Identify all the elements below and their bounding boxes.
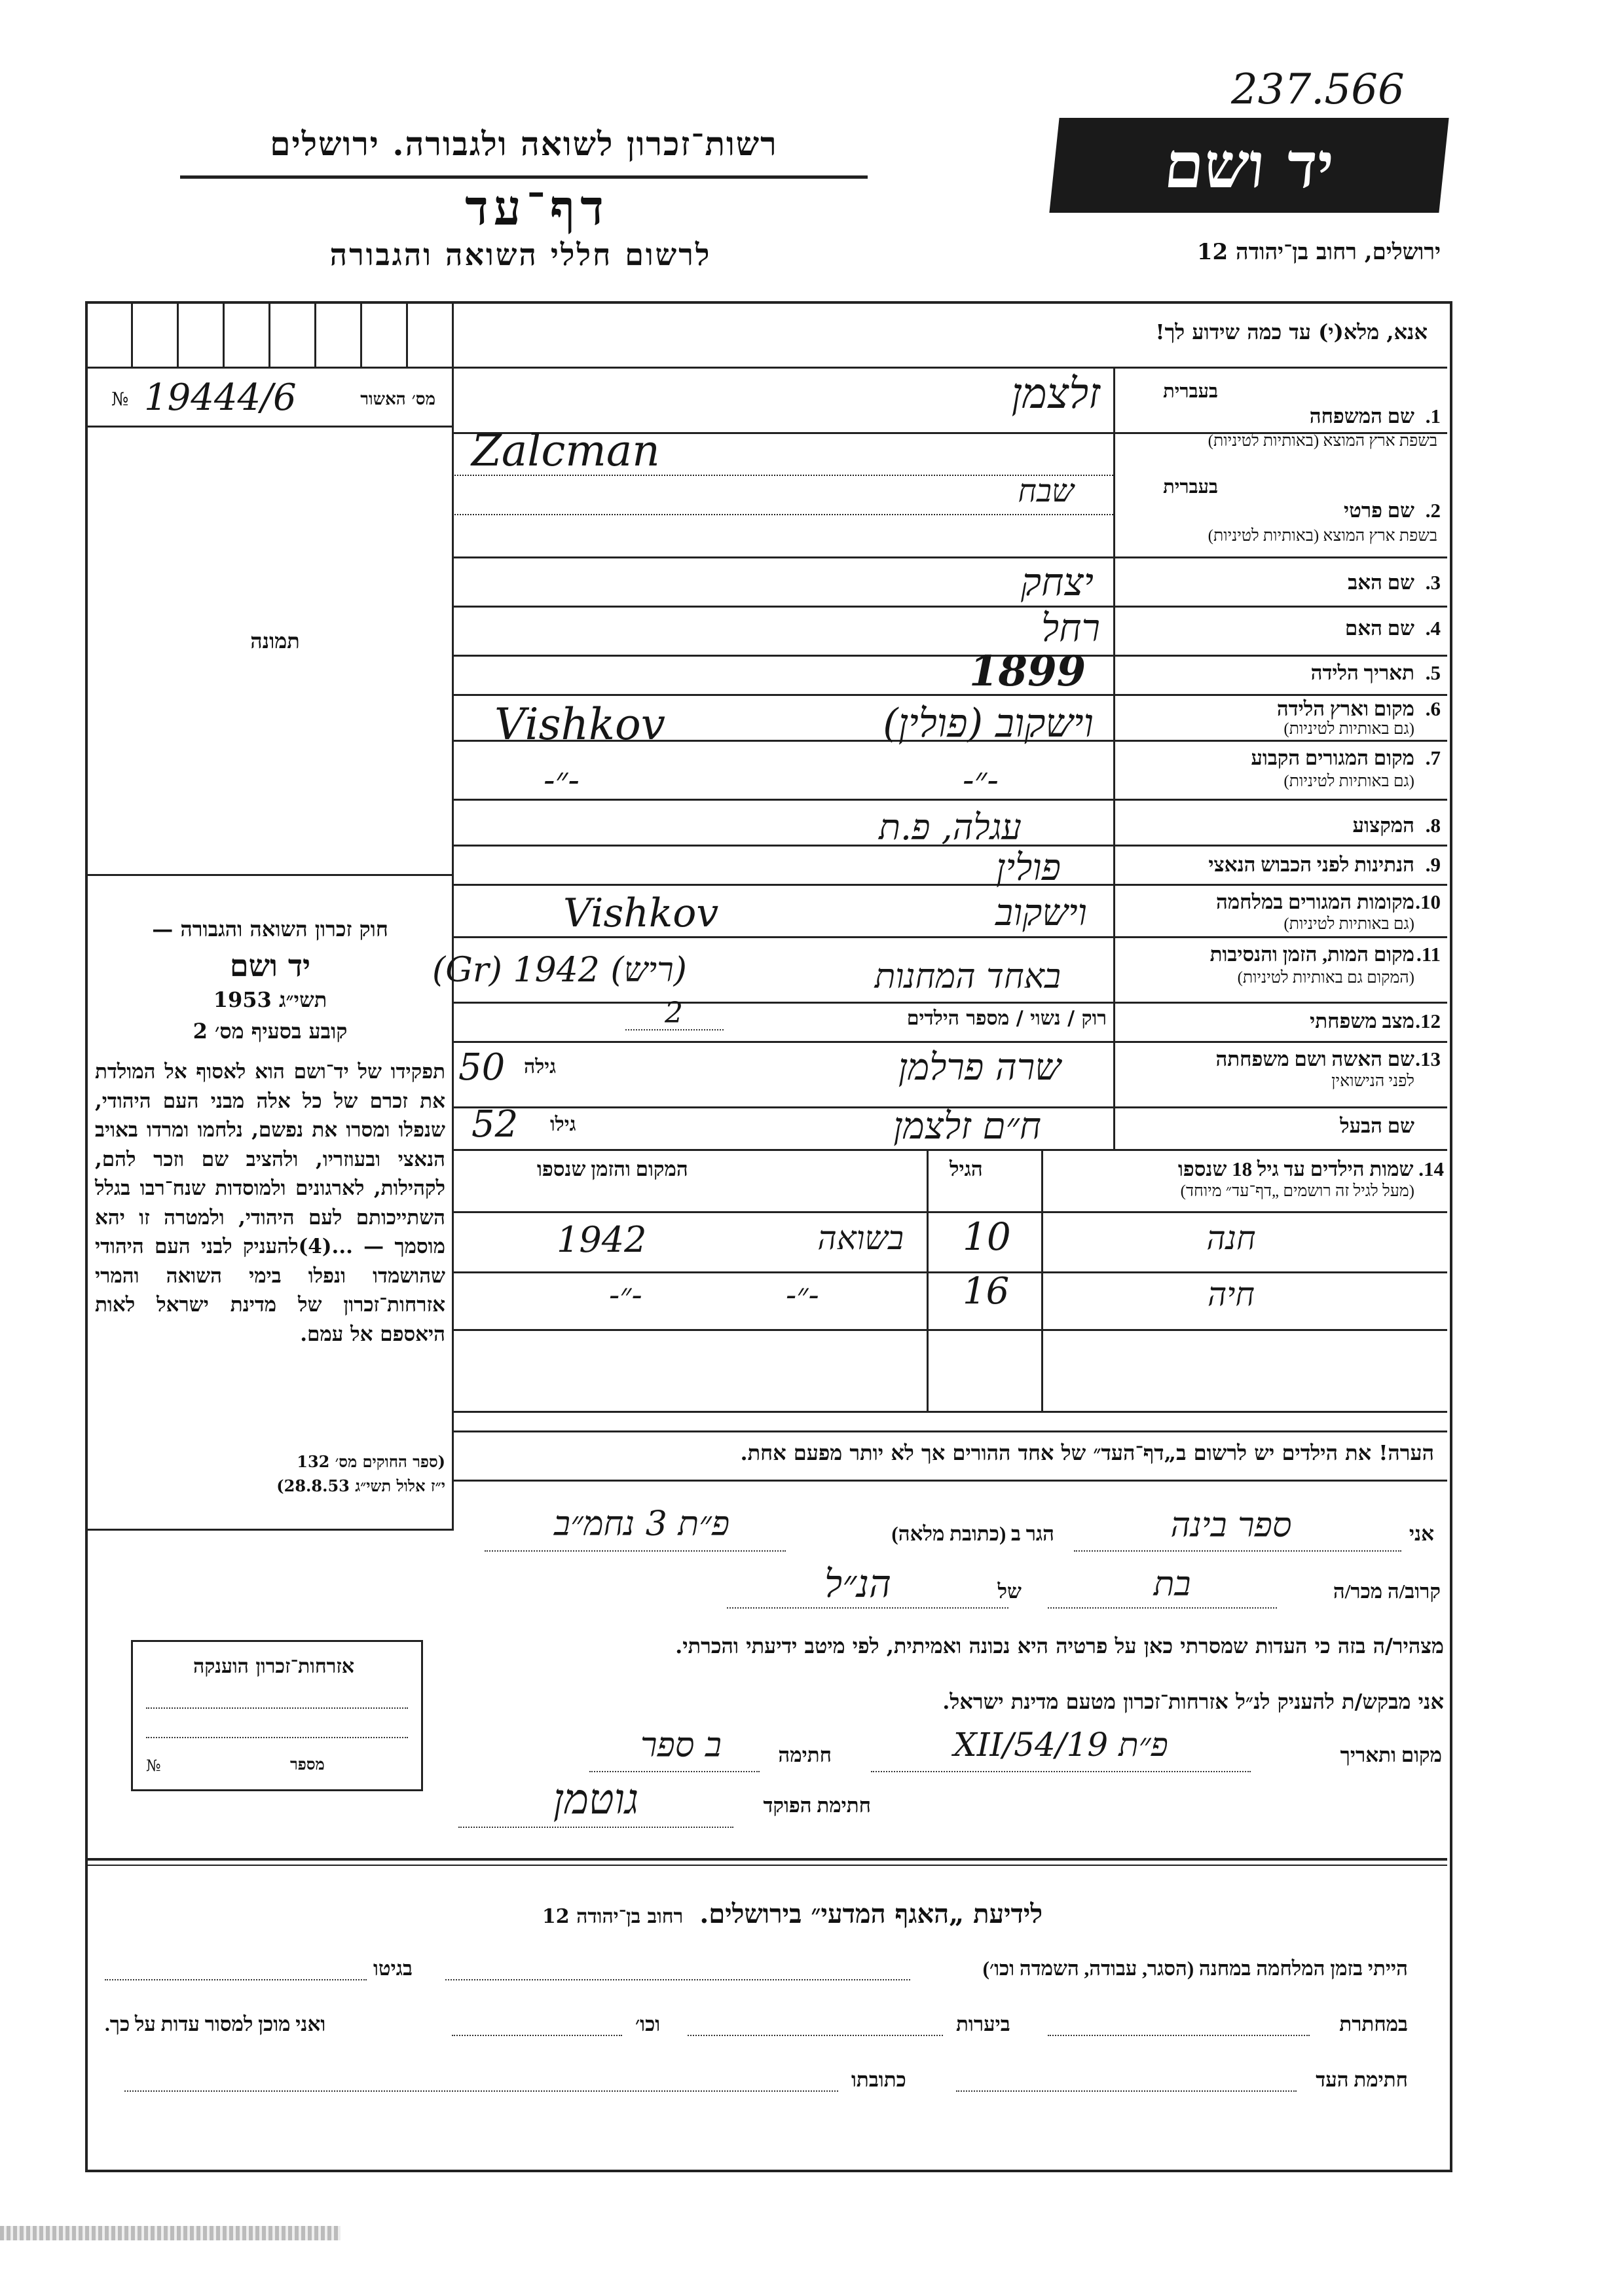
decl-address-line <box>485 1550 786 1552</box>
f4-label: שם האם <box>1344 617 1414 640</box>
f13-value[interactable]: שרה פרלמן <box>898 1046 1061 1089</box>
f10-sub: (גם באותיות לטיניות) <box>1283 915 1414 933</box>
footer-line-3 <box>98 2066 1434 2105</box>
f6-sub: (גם באותיות לטיניות) <box>1283 720 1414 738</box>
footer-title <box>393 1899 1192 1929</box>
latin-line-2 <box>452 514 1113 515</box>
decl-relation[interactable]: בת <box>1153 1565 1191 1604</box>
f5-num: 5. <box>1425 661 1441 684</box>
child-2-place[interactable]: -״- <box>786 1277 819 1313</box>
decl-officer-line <box>458 1827 733 1828</box>
citizenship-line-1 <box>146 1707 408 1709</box>
children-sub: (מעל לגיל זה רושמים „דף־עד״ מיוחד) <box>1180 1182 1414 1200</box>
decl-place-date-label: מקום ותאריך <box>1340 1743 1442 1766</box>
f2-label: שם פרטי <box>1344 499 1414 522</box>
f13-sub: לפני הנישואין <box>1331 1072 1414 1090</box>
f2-num: 2. <box>1425 499 1441 522</box>
scan-strip <box>0 2226 341 2240</box>
husband-value[interactable]: ח״ם זלצמן <box>893 1105 1041 1148</box>
f7-sub: (גם באותיות לטיניות) <box>1283 773 1414 790</box>
child-1-name[interactable]: חנה <box>1206 1219 1256 1257</box>
f13-label: שם האשה ושם משפחתה <box>1215 1048 1414 1070</box>
field-labels <box>1120 367 1441 1149</box>
f11-value[interactable]: באחד המחנות <box>874 957 1061 996</box>
f2-sub: בשפת ארץ המוצא (באותיות לטיניות) <box>1208 527 1437 545</box>
child-1-year[interactable]: 1942 <box>557 1219 647 1260</box>
f7-latin[interactable]: -״- <box>544 761 580 800</box>
footer-etc-line <box>452 2035 622 2036</box>
f10-num: 10. <box>1415 890 1441 913</box>
footer-address: רחוב בן־יהודה 12 <box>542 1905 684 1928</box>
child-1-age[interactable]: 10 <box>963 1214 1011 1259</box>
decl-of-line <box>727 1607 1008 1609</box>
approval-box <box>98 376 442 426</box>
decl-of: של <box>997 1580 1022 1603</box>
decl-ani: אני <box>1409 1522 1434 1545</box>
children-col-2 <box>1041 1149 1043 1411</box>
f2-heb: בעברית <box>1163 477 1218 498</box>
child-2-age[interactable]: 16 <box>963 1270 1010 1313</box>
approval-prefix: № <box>111 388 129 410</box>
decl-request: אני מבקש/ת להעניק לנ״ל אזרחות־זכרון מטעם מדינת ישראל. <box>942 1689 1444 1714</box>
decl-declare: מצהיר/ה בזה כי העדות שמסרתי כאן על פרטיה היא נכונה ואמיתית, לפי מיטב ידיעתי והכרתי. <box>675 1633 1444 1658</box>
child-1-place[interactable]: בשואה <box>817 1219 904 1257</box>
children-row-line-2 <box>452 1329 1447 1331</box>
f11-latin[interactable]: (Gr) 1942 (ריש) <box>432 951 687 990</box>
husband-age-label: גילו <box>550 1113 576 1136</box>
f3-value[interactable]: יצחק <box>1021 560 1094 604</box>
footer-camp-text: הייתי בזמן המלחמה במחנה (הסגר, עבודה, השמדה וכו׳) <box>982 1957 1408 1980</box>
citizenship-box <box>131 1640 423 1791</box>
footer-testify: ואני מוכן למסור עדות על כך. <box>105 2013 326 2035</box>
f7-num: 7. <box>1425 746 1441 769</box>
f1-sub: בשפת ארץ המוצא (באותיות לטיניות) <box>1208 432 1437 450</box>
footer-ghetto: בגיטו <box>373 1957 413 1980</box>
tick-3 <box>223 301 225 367</box>
footer-top-line <box>85 1858 1447 1861</box>
decl-of-value[interactable]: הנ״ל <box>824 1561 891 1606</box>
f1-label: שם המשפחה <box>1309 405 1414 428</box>
decl-place-date[interactable]: פ״ת 19/XII/54 <box>953 1726 1168 1764</box>
f11-label: מקום המות, הזמן והנסיבות <box>1209 943 1414 966</box>
footer-title-text: לידיעת „האגף המדעי״ בירושלים. <box>699 1899 1043 1929</box>
f9-label: הנתינות לפני הכבוש הנאצי <box>1208 853 1414 876</box>
f1-num: 1. <box>1425 405 1441 428</box>
left-column-divider <box>452 301 454 1529</box>
decl-officer-label: חתימת הפוקד <box>763 1794 871 1817</box>
f7-label: מקום המגורים הקבוע <box>1251 746 1414 769</box>
f8-label: המקצוע <box>1352 814 1414 837</box>
law-org: יד ושם <box>229 948 311 983</box>
footer-address-line <box>124 2090 838 2092</box>
intro-text: אנא, מלא(י) עד כמה שידוע לך! <box>1155 319 1428 344</box>
decl-officer[interactable]: גוטמן <box>553 1776 639 1824</box>
law-top-line <box>85 874 454 876</box>
decl-relative: קרוב/ה מכר/ה <box>1333 1580 1441 1603</box>
archive-number: 237.566 <box>1231 65 1405 114</box>
f10-label: מקומות המגורים במלחמה <box>1215 890 1414 913</box>
f12-value[interactable]: 2 <box>665 996 683 1030</box>
children-col-1 <box>927 1149 929 1411</box>
approval-value: 19444/6 <box>144 376 297 419</box>
decl-name[interactable]: ספר בינה <box>1170 1506 1292 1545</box>
decl-address[interactable]: פ״ת 3 נחמ״ב <box>553 1504 730 1544</box>
footer-top-line-2 <box>85 1865 1447 1866</box>
f12-dotline <box>625 1029 724 1030</box>
f6-latin[interactable]: Vishkov <box>494 699 666 750</box>
tick-2 <box>177 301 179 367</box>
footer-forests: ביערות <box>956 2013 1010 2035</box>
f6-label: מקום וארץ הלידה <box>1276 697 1414 720</box>
f4-value[interactable]: רחל <box>1041 606 1100 650</box>
f5-label: תאריך הלידה <box>1310 661 1414 684</box>
children-col-place: המקום והזמן שנספו <box>537 1157 688 1180</box>
child-2-name[interactable]: חיה <box>1208 1275 1255 1313</box>
f10-value[interactable]: וישקוב <box>995 892 1087 934</box>
citizenship-number-label: מספר <box>290 1755 325 1774</box>
f8-value[interactable]: עגלה, פ.ת <box>878 807 1022 848</box>
authority-title: רשות־זכרון לשואה ולגבורה. ירושלים <box>270 124 778 163</box>
footer-line-1 <box>98 1954 1434 1994</box>
f3-label: שם האב <box>1348 571 1414 594</box>
tick-7 <box>406 301 408 367</box>
tick-1 <box>131 301 133 367</box>
note-bottom-line <box>452 1480 1447 1482</box>
citizenship-number-prefix: № <box>146 1757 161 1775</box>
f6-value[interactable]: וישקוב (פולין) <box>883 701 1094 746</box>
law-year: תשי״ג 1953 <box>213 987 327 1012</box>
law-text: תפקידו של יד־ושם הוא לאסוף אל המולדת את זכרם של כל אלה מבני העם היהודי, שנפלו ומסרו את נפשם, נלחמו ומרדו באויב הנאצי ובעוזריו, ולהציב שם וזכר להם, לקהילות, לארגונים ולמוסדות שנח־רבו בגלל השתייכותם לעם היהודי, ולמטרה זו יהא מוסמך — ...(4)להעניק לבני העם היהודי שהושמדו ונפלו בימי השואה והמרי אזרחות־זכרון של מדינת ישראל לאות היאספם אל עמם. <box>95 1060 445 1346</box>
law-title: חוק זכרון השואה והגבורה — <box>152 917 388 941</box>
child-2-year[interactable]: -״- <box>609 1277 642 1313</box>
row-line-14 <box>452 1149 1447 1151</box>
husband-label: שם הבעל <box>1340 1114 1414 1137</box>
f6-num: 6. <box>1425 697 1441 720</box>
f11-num: 11. <box>1416 943 1441 966</box>
footer-witness-sig-line <box>956 2090 1297 2092</box>
footer-forests-line <box>688 2035 943 2036</box>
footer-underground: במחתרת <box>1339 2013 1408 2035</box>
footer-line-2 <box>98 2010 1434 2049</box>
form-subtitle: לרשום חללי השואה והגבורה <box>329 237 712 272</box>
tick-4 <box>268 301 270 367</box>
f10-latin[interactable]: Vishkov <box>563 890 719 936</box>
f12-options: רוק / נשוי / מספר הילדים <box>906 1007 1107 1030</box>
f9-value[interactable]: פולין <box>996 847 1061 889</box>
approval-line <box>85 426 454 428</box>
f4-num: 4. <box>1425 617 1441 640</box>
f13-age-label: גילה <box>524 1055 557 1078</box>
f2-value[interactable]: שבח <box>1018 473 1074 509</box>
header-address: ירושלים, רחוב בן־יהודה 12 <box>1196 239 1441 265</box>
law-ref-2: י״ז אלול תשי״ג 28.8.53) <box>276 1476 445 1495</box>
f7-value[interactable]: -״- <box>963 761 999 800</box>
citizenship-line-2 <box>146 1737 408 1738</box>
f5-value[interactable]: 1899 <box>969 647 1086 696</box>
note-text: הערה! את הילדים יש לרשום ב„דף־העד״ של אחד ההורים אך לא יותר מפעם אחת. <box>740 1440 1434 1465</box>
law-ref-1: (ספר החוקים מס׳ 132 <box>297 1452 445 1471</box>
footer-etc: וכו׳ <box>635 2013 661 2035</box>
children-col-age: הגיל <box>950 1157 983 1180</box>
f12-num: 12. <box>1415 1010 1441 1032</box>
f3-num: 3. <box>1425 571 1441 594</box>
f13-age[interactable]: 50 <box>458 1046 506 1089</box>
f11-sub: (המקום גם באותיות לטיניות) <box>1237 969 1414 987</box>
children-label: 14. שמות הילדים עד גיל 18 שנספו <box>1177 1157 1444 1180</box>
label-column-divider <box>1113 367 1115 1149</box>
f12-label: מצב משפחתי <box>1310 1010 1414 1032</box>
tick-6 <box>360 301 362 367</box>
footer-address-label: כתובתו <box>851 2068 906 2091</box>
decl-name-line <box>1074 1550 1401 1552</box>
f1-value[interactable]: זלצמן <box>1011 370 1100 418</box>
citizenship-title: אזרחות־זכרון הוענקה <box>193 1655 355 1678</box>
f1-heb: בעברית <box>1163 381 1218 402</box>
footer-witness-sig: חתימת העד <box>1316 2068 1408 2091</box>
children-row-line <box>452 1271 1447 1273</box>
footer-camp-line <box>445 1979 910 1980</box>
form-title: דף־עד <box>465 180 609 236</box>
authority-underline <box>180 175 868 179</box>
footer-ghetto-line <box>105 1979 367 1980</box>
decl-relation-line <box>1048 1607 1277 1609</box>
law-section: קובע בסעיף מס׳ 2 <box>193 1019 348 1044</box>
decl-signature-label: חתימה <box>778 1743 832 1766</box>
children-header-line <box>452 1211 1447 1213</box>
decl-place-date-line <box>871 1771 1251 1772</box>
decl-signature-line <box>589 1771 760 1772</box>
f8-num: 8. <box>1425 814 1441 837</box>
husband-age[interactable]: 52 <box>471 1103 519 1146</box>
footer-underground-line <box>1048 2035 1310 2036</box>
yad-vashem-logo: יד ושם <box>1049 118 1449 213</box>
f9-num: 9. <box>1425 853 1441 876</box>
children-bottom-line <box>452 1411 1447 1413</box>
f13-num: 13. <box>1415 1048 1441 1070</box>
decl-lives: הגר ב (כתובת מלאה) <box>891 1522 1054 1545</box>
left-column-bottom <box>85 1529 454 1531</box>
photo-label: תמונה <box>250 629 300 653</box>
f2-latin[interactable]: Zalcman <box>471 426 660 476</box>
decl-signature[interactable]: ב ספר <box>640 1726 722 1765</box>
note-top-line <box>452 1430 1447 1432</box>
approval-label: מס׳ האשור <box>360 390 435 409</box>
tick-5 <box>314 301 316 367</box>
